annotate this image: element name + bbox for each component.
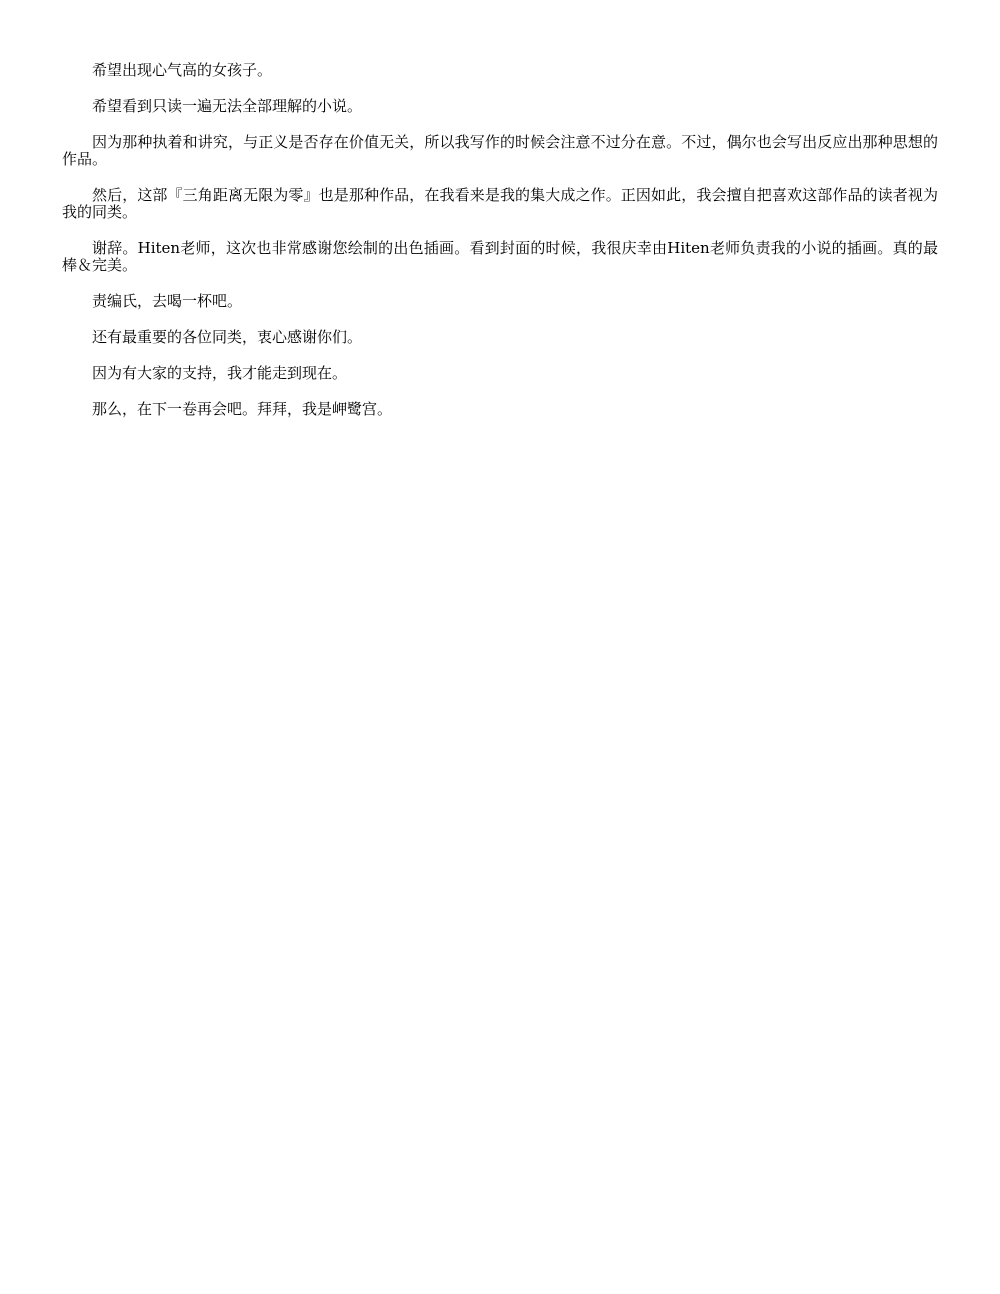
paragraph: 希望出现心气高的女孩子。	[92, 61, 273, 79]
paragraph: 那么，在下一卷再会吧。拜拜，我是岬鹭宫。	[92, 400, 393, 418]
paragraph: 然后，这部『三角距离无限为零』也是那种作品，在我看来是我的集大成之作。正因如此，我会擅自把喜欢这部作品的读者视为我的同类。	[62, 186, 938, 221]
paragraph: 还有最重要的各位同类，衷心感谢你们。	[92, 328, 363, 346]
paragraph: 因为有大家的支持，我才能走到现在。	[92, 364, 348, 382]
paragraph: 责编氏，去喝一杯吧。	[92, 292, 243, 310]
document-page	[62, 62, 938, 437]
paragraph: 因为那种执着和讲究，与正义是否存在价值无关，所以我写作的时候会注意不过分在意。不过，偶尔也会写出反应出那种思想的作品。	[62, 133, 938, 168]
paragraph: 谢辞。Hiten老师，这次也非常感谢您绘制的出色插画。看到封面的时候，我很庆幸由Hiten老师负责我的小说的插画。真的最棒＆完美。	[62, 239, 938, 274]
paragraph: 希望看到只读一遍无法全部理解的小说。	[92, 97, 363, 115]
